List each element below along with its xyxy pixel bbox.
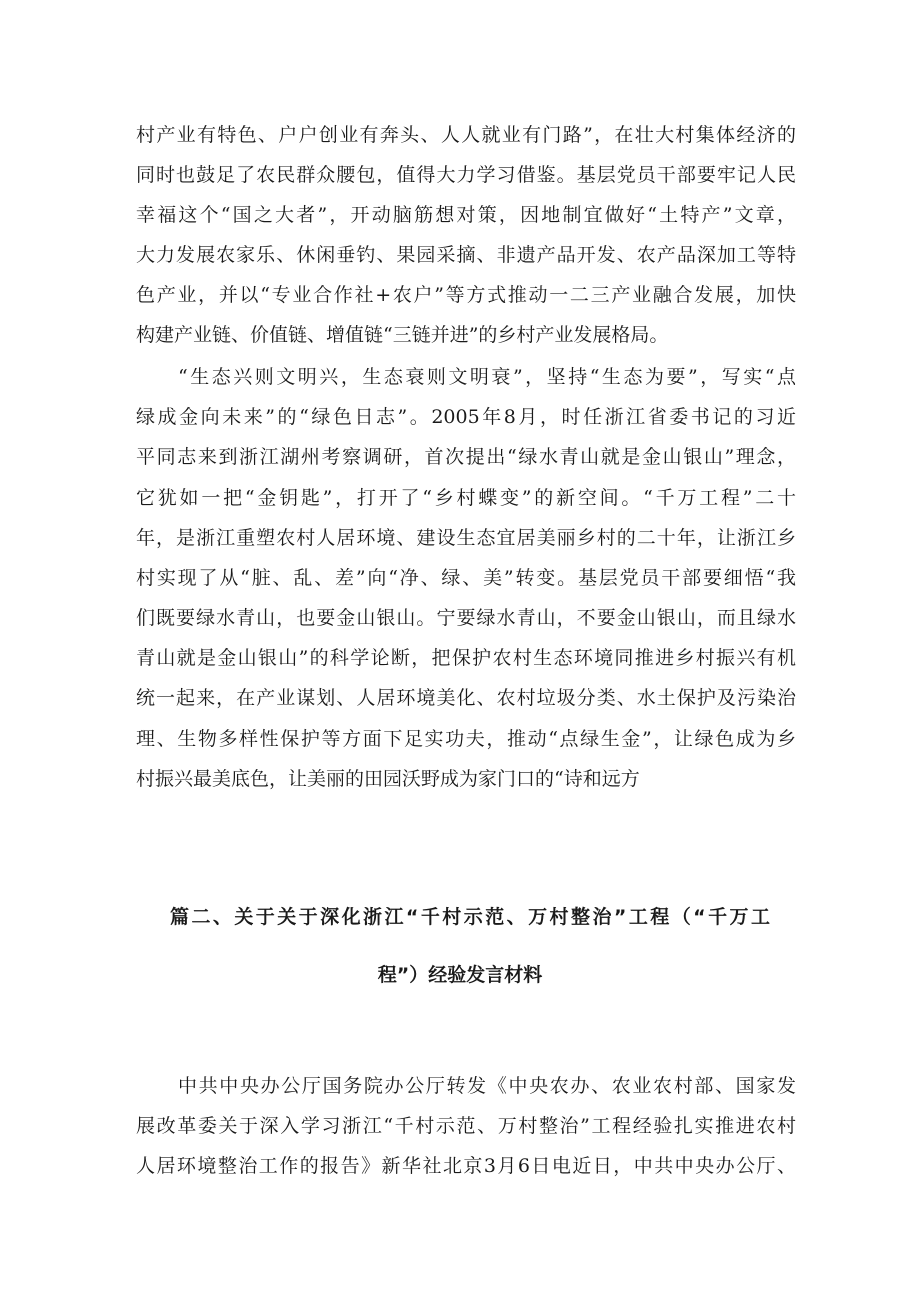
paragraph-line: 青山就是金山银山”的科学论断，把保护农村生态环境同推进乡村振兴有机: [136, 647, 796, 669]
paragraph-line: 村振兴最美底色，让美丽的田园沃野成为家门口的“诗和远方: [136, 768, 640, 790]
heading-line: 程”）经验发言材料: [377, 964, 543, 986]
heading-line: 篇二、关于关于深化浙江“千村示范、万村整治”工程（“千万工: [170, 906, 770, 928]
paragraph-line: 色产业，并以“专业合作社+农户”等方式推动一二三产业融合发展，加快: [136, 284, 796, 306]
paragraph-line: 大力发展农家乐、休闲垂钓、果园采摘、非遗产品开发、农产品深加工等特: [136, 244, 796, 266]
paragraph-line: 绿成金向未来”的“绿色日志”。2005年8月，时任浙江省委书记的习近: [136, 406, 796, 428]
paragraph-line: 村产业有特色、户户创业有奔头、人人就业有门路”，在壮大村集体经济的: [136, 124, 796, 146]
paragraph-line: 构建产业链、价值链、增值链“三链并进”的乡村产业发展格局。: [136, 324, 669, 346]
paragraph-line: 它犹如一把“金钥匙”，打开了“乡村蝶变”的新空间。“千万工程”二十: [136, 487, 796, 509]
paragraph-line: 理、生物多样性保护等方面下足实功夫，推动“点绿生金”，让绿色成为乡: [136, 728, 796, 750]
paragraph-line: 幸福这个“国之大者”，开动脑筋想对策，因地制宜做好“土特产”文章，: [136, 204, 796, 226]
paragraph-line: 中共中央办公厅国务院办公厅转发《中央农办、农业农村部、国家发: [178, 1075, 796, 1097]
paragraph-line: 们既要绿水青山，也要金山银山。宁要绿水青山，不要金山银山，而且绿水: [136, 607, 796, 629]
paragraph-line: 展改革委关于深入学习浙江“千村示范、万村整治”工程经验扎实推进农村: [136, 1115, 796, 1137]
paragraph-line: 村实现了从“脏、乱、差”向“净、绿、美”转变。基层党员干部要细悟“我: [136, 567, 796, 589]
paragraph-line: 年，是浙江重塑农村人居环境、建设生态宜居美丽乡村的二十年，让浙江乡: [136, 527, 796, 549]
paragraph-line: 人居环境整治工作的报告》新华社北京3月6日电近日，中共中央办公厅、: [136, 1155, 796, 1177]
paragraph-line: “生态兴则文明兴，生态衰则文明衰”，坚持“生态为要”，写实“点: [178, 366, 796, 388]
paragraph-line: 同时也鼓足了农民群众腰包，值得大力学习借鉴。基层党员干部要牢记人民: [136, 164, 796, 186]
paragraph-line: 统一起来，在产业谋划、人居环境美化、农村垃圾分类、水土保护及污染治: [136, 687, 796, 709]
paragraph-line: 平同志来到浙江湖州考察调研，首次提出“绿水青山就是金山银山”理念，: [136, 446, 796, 468]
